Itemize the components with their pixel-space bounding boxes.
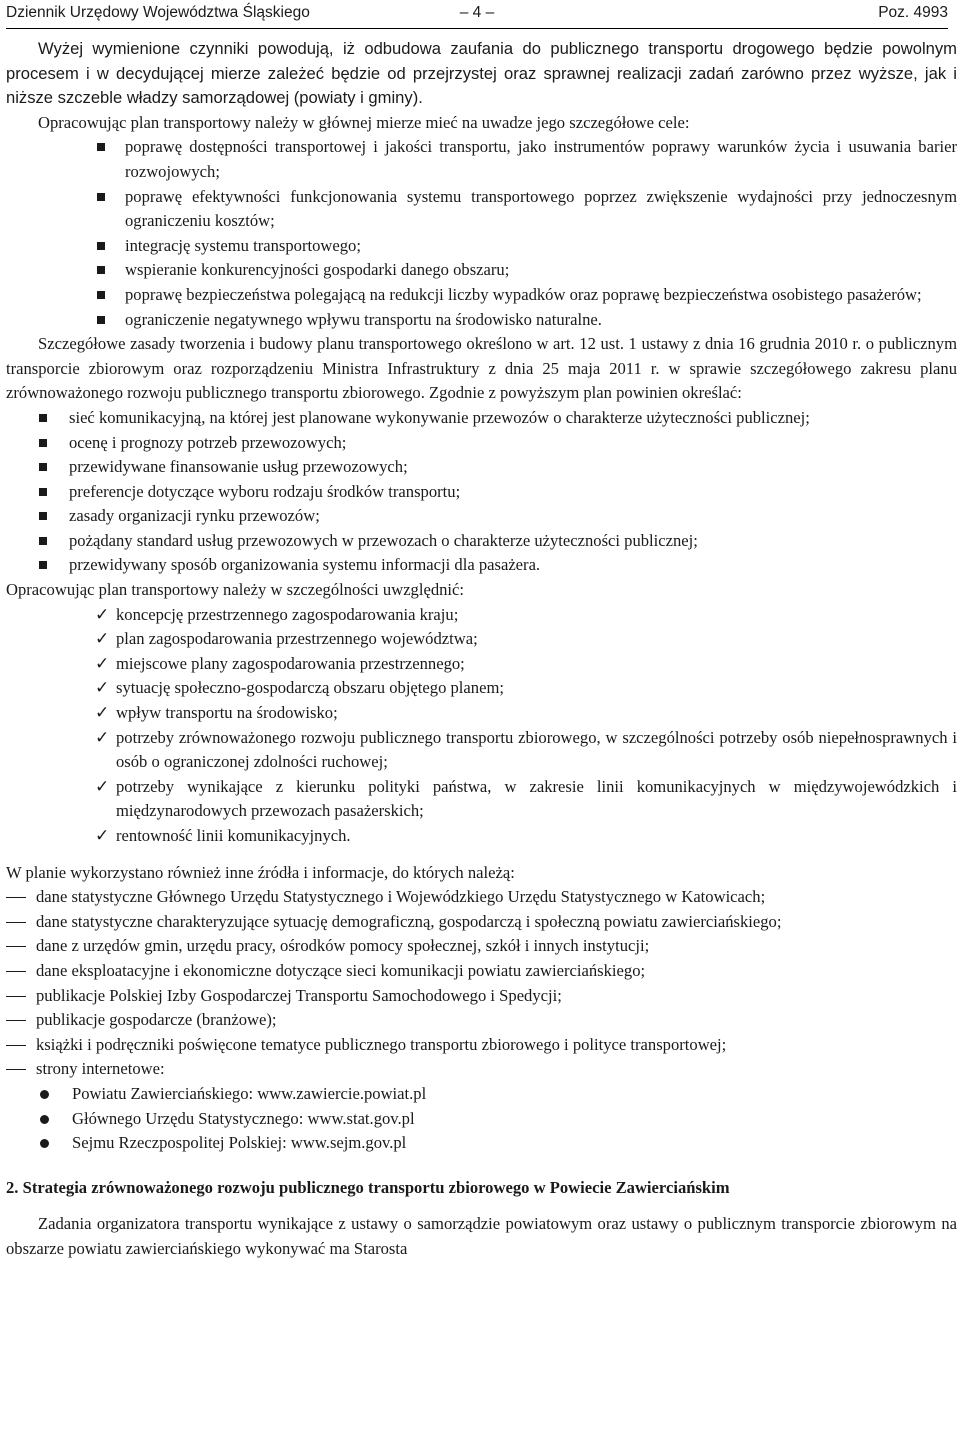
sources-intro: W planie wykorzystano również inne źródła i informacje, do których należą:: [6, 862, 515, 882]
checkmark-icon: ✓: [95, 629, 110, 650]
list-item: ✓ sytuację społeczno-gospodarczą obszaru objętego planem;: [6, 676, 957, 701]
round-bullet-icon: [40, 1115, 49, 1124]
checkmark-icon: ✓: [95, 678, 110, 699]
list-item: ✓ potrzeby zrównoważonego rozwoju publicznego transportu zbiorowego, w szczególności potrzeby osób niepełnosprawnych i osób o ograniczonej zdolności ruchowej;: [95, 727, 957, 772]
checkmark-icon: ✓: [95, 604, 110, 625]
square-bullet-icon: [39, 414, 47, 422]
list-item: przewidywany sposób organizowania systemu informacji dla pasażera.: [6, 553, 957, 578]
list-item: ✓ koncepcję przestrzennego zagospodarowania kraju;: [6, 603, 957, 628]
dash-icon: [6, 922, 26, 923]
list-item: publikacje gospodarcze (branżowe);: [6, 1008, 957, 1033]
list-item: zasady organizacji rynku przewozów;: [6, 504, 957, 529]
list-item: wspieranie konkurencyjności gospodarki danego obszaru;: [6, 258, 957, 283]
list-item: przewidywane finansowanie usług przewozowych;: [6, 455, 957, 480]
checkmark-icon: ✓: [95, 727, 110, 748]
square-bullet-icon: [97, 266, 105, 274]
checkmark-icon: ✓: [95, 703, 110, 724]
dash-icon: [6, 1020, 26, 1021]
list-item: integrację systemu transportowego;: [6, 234, 957, 259]
list-item: preferencje dotyczące wyboru rodzaju środków transportu;: [6, 480, 957, 505]
consider-intro: Opracowując plan transportowy należy w szczególności uwzględnić:: [6, 580, 465, 600]
dash-icon: [6, 946, 26, 947]
list-item: dane statystyczne charakteryzujące sytuację demograficzną, gospodarczą i społeczną powiatu zawierciańskiego;: [6, 910, 957, 935]
list-item: ocenę i prognozy potrzeb przewozowych;: [6, 431, 957, 456]
square-bullet-icon: [97, 193, 105, 201]
square-bullet-icon: [97, 143, 105, 151]
section-paragraph: Zadania organizatora transportu wynikające z ustawy o samorządzie powiatowym oraz ustawy o publicznym transporcie zbiorowym na obszarze powiatu zawierciańskiego wykonywać ma Starosta: [6, 1214, 957, 1258]
square-bullet-icon: [97, 291, 105, 299]
square-bullet-icon: [39, 512, 47, 520]
document-body: [6, 37, 957, 1262]
list-item: poprawę efektywności funkcjonowania systemu transportowego poprzez zwiększenie wydajności przy jednoczesnym ograniczeniu kosztów;: [6, 185, 957, 234]
list-item: pożądany standard usług przewozowych w przewozach o charakterze użyteczności publicznej;: [6, 529, 957, 554]
list-item: dane eksploatacyjne i ekonomiczne dotyczące sieci komunikacji powiatu zawierciańskiego;: [6, 959, 957, 984]
dash-icon: [6, 897, 26, 898]
plan-contents-list: [6, 406, 957, 578]
square-bullet-icon: [39, 561, 47, 569]
list-item: Powiatu Zawierciańskiego: www.zawiercie.powiat.pl: [6, 1082, 957, 1107]
round-bullet-icon: [40, 1090, 49, 1099]
list-item: ✓ wpływ transportu na środowisko;: [6, 701, 957, 726]
intro-paragraph: Wyżej wymienione czynniki powodują, iż odbudowa zaufania do publicznego transportu drogowego będzie powolnym procesem i w decydującej mierze zależeć będzie od przejrzystej oraz sprawnej realizacji zadań zarówno przez wyższe, jak i niższe szczeble władzy samorządowej (powiaty i gminy).: [6, 39, 957, 108]
list-item: ✓ potrzeby wynikające z kierunku polityki państwa, w zakresie linii komunikacyjnych w międzywojewódzkich i międzynarodowych przewozach pasażerskich;: [95, 776, 957, 821]
position-number: Poz. 4993: [878, 4, 948, 21]
list-item: dane z urzędów gmin, urzędu pracy, ośrodków pomocy społecznej, szkół i innych instytucji;: [6, 934, 957, 959]
list-item: Głównego Urzędu Statystycznego: www.stat.gov.pl: [6, 1107, 957, 1132]
list-item: publikacje Polskiej Izby Gospodarczej Transportu Samochodowego i Spedycji;: [6, 984, 957, 1009]
journal-title: Dziennik Urzędowy Województwa Śląskiego: [6, 4, 310, 21]
page-number: – 4 –: [459, 4, 495, 21]
square-bullet-icon: [39, 439, 47, 447]
goals-intro: Opracowując plan transportowy należy w głównej mierze mieć na uwadze jego szczegółowe cele:: [38, 112, 690, 132]
checkmark-icon: ✓: [95, 776, 110, 797]
list-item: ✓ plan zagospodarowania przestrzennego województwa;: [6, 627, 957, 652]
dash-icon: [6, 996, 26, 997]
list-item: książki i podręczniki poświęcone tematyce publicznego transportu zbiorowego i polityce transportowej;: [6, 1033, 957, 1058]
list-item: Sejmu Rzeczpospolitej Polskiej: www.sejm.gov.pl: [6, 1131, 957, 1156]
list-item: sieć komunikacyjną, na której jest planowane wykonywanie przewozów o charakterze użyteczności publicznej;: [6, 406, 957, 431]
list-item: ograniczenie negatywnego wpływu transportu na środowisko naturalne.: [6, 308, 957, 333]
section-heading: 2. Strategia zrównoważonego rozwoju publicznego transportu zbiorowego w Powiecie Zawierciańskim: [6, 1177, 730, 1197]
list-item: dane statystyczne Głównego Urzędu Statystycznego i Wojewódzkiego Urzędu Statystycznego w Katowicach;: [6, 885, 957, 910]
list-item: poprawę dostępności transportowej i jakości transportu, jako instrumentów poprawy warunków życia i usuwania barier rozwojowych;: [6, 135, 957, 184]
list-item: ✓ miejscowe plany zagospodarowania przestrzennego;: [6, 652, 957, 677]
round-bullet-icon: [40, 1139, 49, 1148]
consider-list: [6, 603, 957, 849]
square-bullet-icon: [39, 463, 47, 471]
dash-icon: [6, 971, 26, 972]
dash-icon: [6, 1045, 26, 1046]
dash-icon: [6, 1069, 26, 1070]
page-header: [6, 0, 948, 29]
goals-list: [6, 135, 957, 332]
square-bullet-icon: [39, 537, 47, 545]
list-item: poprawę bezpieczeństwa polegającą na redukcji liczby wypadków oraz poprawę bezpieczeństwa osobistego pasażerów;: [6, 283, 957, 308]
websites-list: [6, 1082, 957, 1156]
checkmark-icon: ✓: [95, 826, 110, 846]
sources-list: [6, 885, 957, 1082]
list-item: ✓ rentowność linii komunikacyjnych.: [6, 824, 957, 849]
square-bullet-icon: [97, 242, 105, 250]
square-bullet-icon: [39, 488, 47, 496]
rules-paragraph: Szczegółowe zasady tworzenia i budowy planu transportowego określono w art. 12 ust. 1 ustawy z dnia 16 grudnia 2010 r. o publicznym transporcie zbiorowym oraz rozporządzeniu Ministra Infrastruktury z dnia 25 maja 2011 r. w sprawie szczegółowego zakresu planu zrównoważonego rozwoju publicznego transportu zbiorowego. Zgodnie z powyższym plan powinien określać:: [6, 334, 957, 403]
list-item: strony internetowe:: [6, 1057, 957, 1082]
checkmark-icon: ✓: [95, 653, 110, 674]
square-bullet-icon: [97, 316, 105, 324]
